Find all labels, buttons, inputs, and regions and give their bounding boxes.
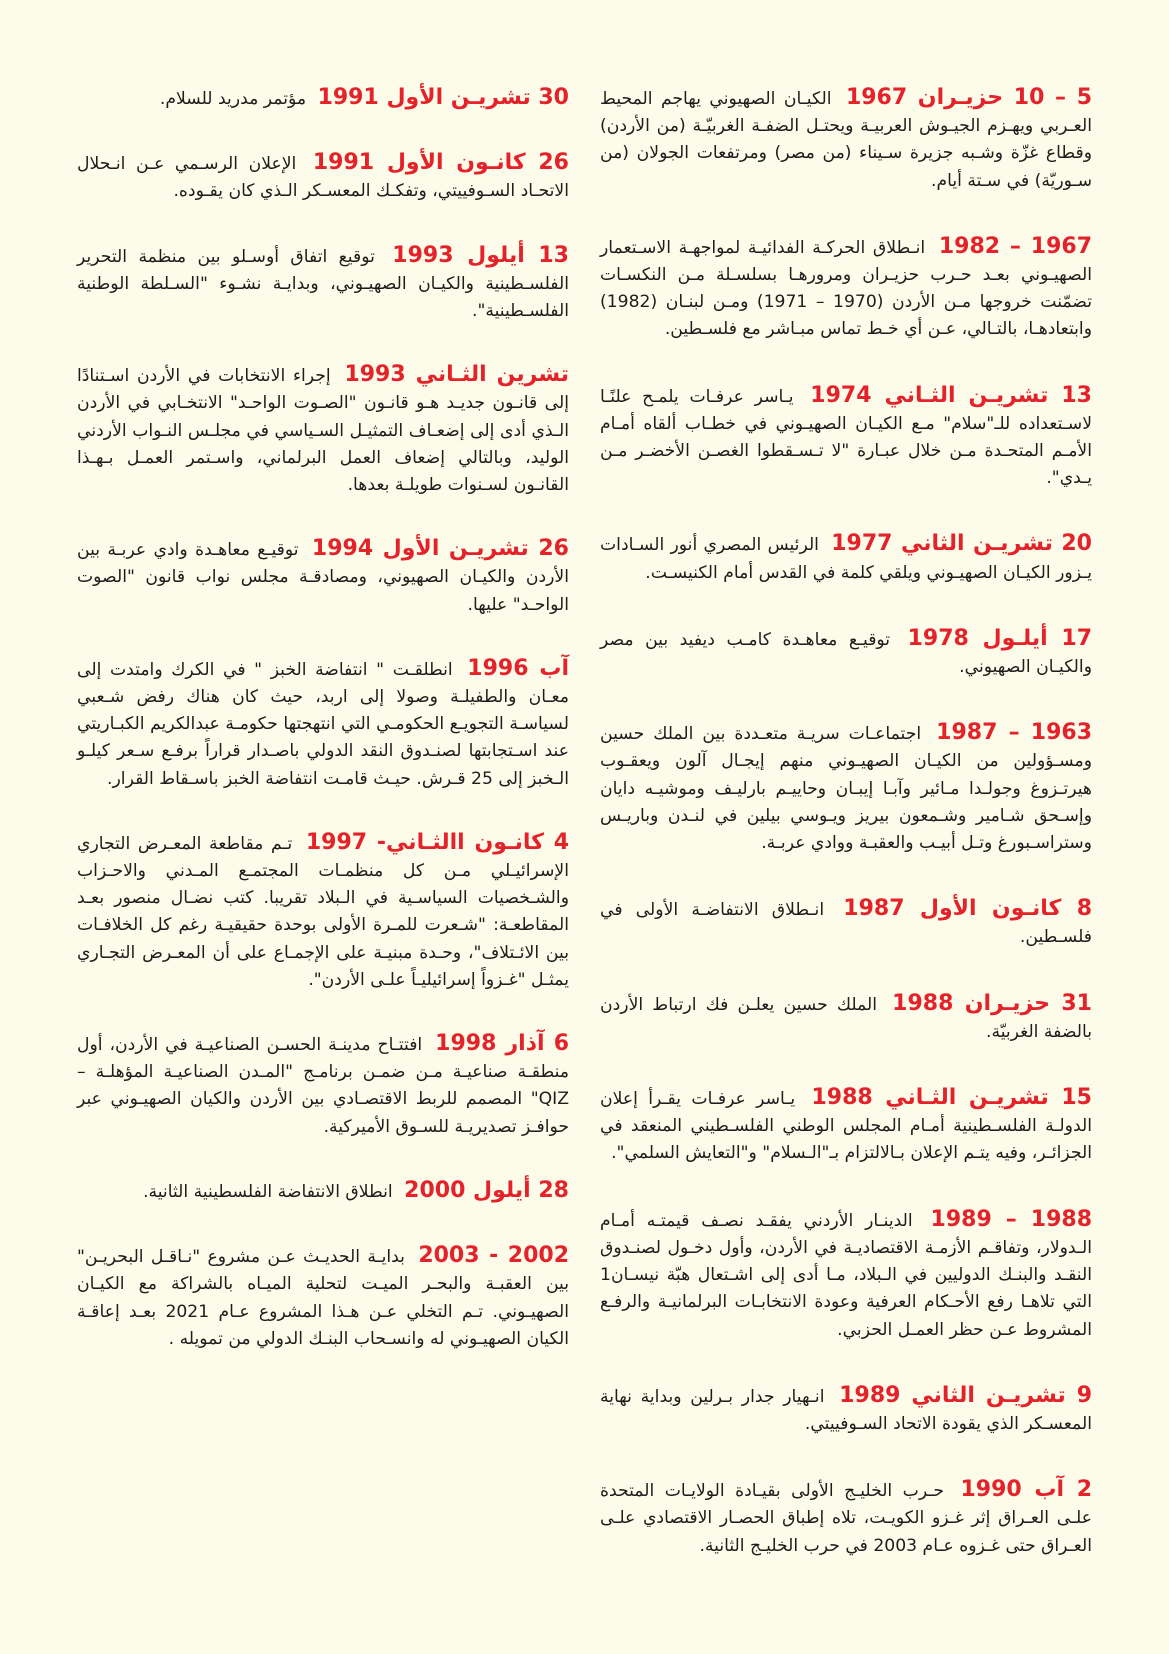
entry-date: 1988 – 1989 (930, 1206, 1092, 1232)
entry-text: توقيع اتفاق أوسـلو بين منظمة التحرير الفلسـطينية والكيـان الصهيـوني، وبدايـة نشـوء "السـلطة الوطنية الفلسـطينية". (77, 246, 569, 322)
timeline-entry (600, 382, 1092, 493)
timeline-entry (600, 1084, 1092, 1168)
entry-text: توقيـع معاهـدة وادي عربـة بين الأردن والكيـان الصهيوني، ومصادقـة مجلس نواب قانون "الصوت الواحـد" عليها. (77, 540, 569, 615)
timeline-entry (77, 1242, 569, 1353)
timeline-entry (600, 233, 1092, 344)
timeline-entry (600, 990, 1092, 1046)
timeline-entry (77, 1030, 569, 1141)
entry-text: تـم مقاطعة المعـرض التجاري الإسرائيـلي مـن كل منظمـات المجتمـع المـدني والاحـزاب والشـخصيات السياسـية في الـبلاد تقريبا. كتب نضـال منصور بعـد المقاطعـة: "شـعرت للمـرة الأولى بوحدة حقيقيـة رغم كل الخلافـات بين الائـتلاف"، وحـدة مبنيـة على الإجمـاع على أن المعـرض التجـاري يمثـل "غـزواً إسرائيليـاً علـى الأردن". (77, 833, 569, 990)
entry-text: انـطلاق الانتفاضـة الأولى في فلسـطين. (600, 900, 1092, 948)
entry-text: انـطلاق الحركـة الفدائيـة لمواجهـة الاسـتعمار الصهيـوني بعـد حـرب حزيـران ومرورهـا بسلسـلة مـن النكسـات تضمّنت خروجها مـن الأردن (1970 – 1971) ومـن لبنـان (1982) وابتعادهـا، بالتـالي، عـن أي خـط تماس مبـاشر مع فلسـطين. (600, 237, 1092, 340)
entry-date: 13 تشريـن الثـاني 1974 (810, 382, 1092, 408)
entry-date: 17 أيلـول 1978 (907, 625, 1093, 651)
timeline-entry (600, 719, 1092, 857)
timeline-entry (600, 1206, 1092, 1344)
timeline-entry (600, 895, 1092, 951)
timeline-column-right (600, 84, 1092, 1598)
timeline-entry (600, 84, 1092, 195)
entry-text: انطلقـت " انتفاضة الخبز " في الكرك وامتدت إلى معـان والطفيلـة وصولا إلى اربد، حيث كان هناك رفض شـعبي لسياسـة التجويـع الحكومـي التي انتهجتها حكومـة عبدالكريم الكبـاريتي عند اسـتجابتها لصنـدوق النقد الدولي باصـدار قراراً برفـع سـعر كيلـو الـخبز إلى 25 قـرش. حيـث قامـت انتفاضة الخبز باسـقاط القرار. (77, 659, 569, 789)
timeline-entry (77, 829, 569, 994)
entry-text: يـاسر عرفـات يلمـح علنًـا لاسـتعداده للـ"سلام" مـع الكيـان الصهيـوني في خطـاب ألقاه أمـام الأمـم المتحـدة مـن خلال عبـارة "لا تـسـقطوا الغصـن الأخضـر مـن يـدي". (600, 386, 1092, 489)
entry-date: تشرين الثـاني 1993 (344, 362, 569, 388)
entry-date: آب 1996 (467, 655, 569, 681)
timeline-entry (77, 149, 569, 205)
entry-date: 30 تشريـن الأول 1991 (317, 85, 569, 110)
timeline-entry (600, 1382, 1092, 1438)
timeline-entry (77, 361, 569, 499)
entry-text: بدايـة الحديـث عـن مشروع "نـاقـل البحريـن" بين العقبـة والبحـر الميـت لتحلية الميـاه بالشراكة مع الكيـان الصهيـوني. تـم التخلي عـن هـذا المشروع عـام 2021 بعـد إعاقـة الكيان الصهيـوني له وانسـحاب البنـك الدولي من تمويله . (77, 1247, 569, 1349)
entry-date: 2 آب 1990 (960, 1477, 1092, 1503)
entry-text: حـرب الخليـج الأولى بقيـادة الولايـات المتحدة علـى العـراق إثر غـزو الكويـت، تلاه إطباق الحصـار الاقتصادي علـى العـراق حتى غـزوه عـام 2003 في حرب الخليـج الثانية. (600, 1481, 1092, 1556)
entry-text: الكيـان الصهيوني يهاجم المحيط العـربي ويهـزم الجيـوش العربيـة ويحتـل الضفـة الغربيّـة (من الأردن) وقطاع غزّة وشـبه جزيرة سـيناء (من مصر) ومرتفعات الجولان (من سـوريّة) في سـتة أيام. (600, 89, 1092, 191)
timeline-entry (77, 84, 569, 113)
entry-date: 13 أيلول 1993 (392, 242, 569, 268)
entry-text: انـهيار جدار بـرلين وبداية نهاية المعسـكر الذي يقودة الاتحاد السـوفييتي. (600, 1386, 1092, 1434)
entry-date: 20 تشريـن الثاني 1977 (831, 531, 1092, 557)
timeline-entry (77, 1177, 569, 1206)
timeline-entry (600, 1476, 1092, 1560)
entry-date: 26 تشريـن الأول 1994 (311, 536, 569, 562)
entry-text: افتتـاح مدينـة الحسـن الصناعيـة في الأردن، أول منطقـة صناعيـة مـن ضمـن برنامـج "المـدن الصناعيـة المؤهلـة – QIZ" المصمم للربط الاقتصـادي بين الأردن والكيان الصهيـوني عبر حوافـز تصديريـة للسـوق الأميركية. (77, 1035, 569, 1137)
timeline-entry (77, 535, 569, 619)
entry-date: 31 حزيـران 1988 (892, 990, 1092, 1016)
entry-date: 26 كانـون الأول 1991 (312, 150, 569, 176)
timeline-column-left (77, 84, 569, 1389)
entry-text: انطلاق الانتفاضة الفلسطينية الثانية. (143, 1181, 393, 1202)
entry-text: الدينـار الأردني يفقـد نصـف قيمتـه أمـام الـدولار، وتفاقـم الأزمـة الاقتصاديـة في الأردن، وأول دخـول لصنـدوق النقـد والبنـك الدوليين في الـبلاد، مـا أدى إلى اشـتعال هبّة نيسـان1 التي تلاهـا رفع الأحـكام العرفية وعودة الانتخابـات البرلمانيـة والرفـع المشروط عـن حظر العمـل الحزبي. (600, 1210, 1092, 1340)
entry-date: 8 كانـون الأول 1987 (843, 896, 1092, 922)
entry-text: يـاسر عرفـات يقـرأ إعلان الدولـة الفلسـطينية أمـام المجلس الوطني الفلسـطيني المنعقد في الجزائـر، وفيه يتـم الإعلان بـالالتزام بـ"الـسلام" و"التعايش السلمي". (600, 1089, 1092, 1164)
entry-date: 15 تشريـن الثـاني 1988 (811, 1085, 1092, 1111)
entry-date: 4 كانـون االثـاني- 1997 (305, 829, 570, 855)
entry-text: الرئيس المصري أنور السـادات يـزور الكيـان الصهيـوني ويلقي كلمة في القدس أمام الكنيسـت. (600, 535, 1092, 583)
timeline-entry (77, 242, 569, 326)
timeline-entry (600, 625, 1092, 681)
entry-date: 5 – 10 حزيـران 1967 (845, 85, 1092, 110)
entry-text: اجتماعـات سريـة متعـددة بين الملك حسين ومسـؤولين من الكيـان الصهيـوني منهم إيجـال آلون ويعقـوب هيرتـزوغ وجولـدا مـائير وآبـا إيبـان وحاييـم بارليـف وموشيـه دايان وإسـحق شـامير وشـمعون بيريز ويـوسي بيلين في لنـدن وباريـس وستراسـبورغ وتـل أبيـب والعقبـة ووادي عربـة. (600, 724, 1092, 854)
timeline-entry (77, 655, 569, 793)
entry-text: توقيـع معاهـدة كامـب ديفيد بين مصر والكيـان الصهيوني. (600, 629, 1092, 678)
entry-text: الملك حسين يعلـن فك ارتباط الأردن بالضفة الغربيّة. (600, 994, 1092, 1042)
entry-date: 6 آذار 1998 (435, 1031, 569, 1057)
entry-date: 2002 - 2003 (418, 1243, 569, 1269)
entry-text: مؤتمر مدريد للسلام. (159, 89, 307, 109)
entry-text: إجراء الانتخابات في الأردن اسـتنادًا إلى قانـون جديـد هـو قانـون "الصـوت الواحـد" الانتخـابي في الأردن الـذي أدى إلى إضعـاف التمثيـل السـياسي في مجلـس النـواب الأردني الوليد، وبالتالي إضعاف العمل البرلماني، واسـتمر العمـل بـهـذا القانـون لسـنوات طويلـة بعدها. (77, 366, 569, 496)
entry-date: 9 تشريـن الثاني 1989 (839, 1382, 1092, 1408)
entry-date: 1963 – 1987 (936, 720, 1092, 746)
entry-date: 28 أيلول 2000 (404, 1177, 569, 1203)
timeline-entry (600, 530, 1092, 586)
entry-date: 1967 – 1982 (938, 233, 1093, 259)
entry-text: الإعلان الرسـمي عـن انـحلال الاتحـاد السـوفييتي، وتفكـك المعسـكر الـذي كان يقـوده. (77, 154, 569, 202)
